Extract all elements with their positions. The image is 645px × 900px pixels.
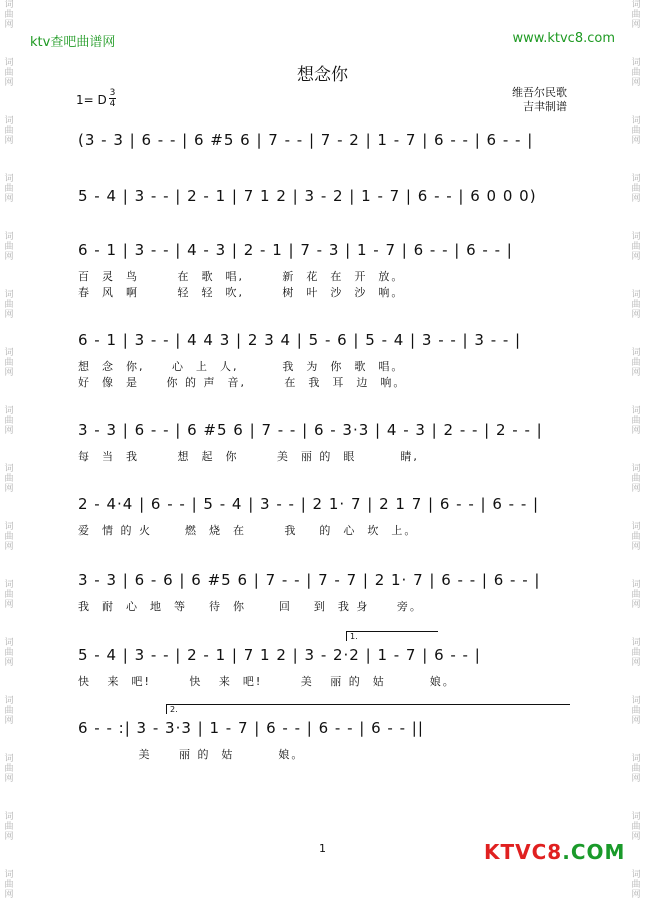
watermark-text: 词 曲 网 [631,464,641,494]
lyric-line: 快 来 吧! 快 来 吧! 美 丽 的 姑 娘。 [78,675,456,688]
score-arranger: 吉聿制谱 [523,100,567,113]
watermark-text: 词 曲 网 [4,348,14,378]
watermark-text: 词 曲 网 [631,580,641,610]
watermark-text: 词 曲 网 [4,0,14,30]
note-line: 2 - 4·4 | 6 - - | 5 - 4 | 3 - - | 2 1· 7 | 2 1 7 | 6 - - | 6 - - | [78,495,540,513]
ktvc8-logo[interactable] [484,840,625,864]
site-name-header[interactable]: ktv查吧曲谱网 [30,35,116,50]
meter-bottom: 4 [109,99,116,109]
watermark-text: 词 曲 网 [4,116,14,146]
lyric-line: 好 像 是 你 的 声 音, 在 我 耳 边 响。 [78,376,407,389]
note-line: 6 - - :| 3 - 3·3 | 1 - 7 | 6 - - | 6 - - | 6 - - || [78,719,424,737]
watermark-text: 词 曲 网 [4,406,14,436]
page-number: 1 [319,842,326,855]
volta-bracket: 2. [166,704,570,714]
watermark-text: 词 曲 网 [631,638,641,668]
watermark-text: 词 曲 网 [4,812,14,842]
score-line [78,570,572,613]
watermark-text: 词 曲 网 [631,0,641,30]
note-line: 6 - 1 | 3 - - | 4 - 3 | 2 - 1 | 7 - 3 | 1 - 7 | 6 - - | 6 - - | [78,241,513,259]
watermark-text: 词 曲 网 [4,870,14,900]
lyric-line: 春 风 啊 轻 轻 吹, 树 叶 沙 沙 响。 [78,286,405,299]
lyric-line: 美 丽 的 姑 娘。 [78,748,305,761]
lyric-line: 我 耐 心 地 等 待 你 回 到 我 身 旁。 [78,600,423,613]
watermark-text: 词 曲 网 [631,290,641,320]
score-line [78,705,572,761]
watermark-text: 词 曲 网 [631,232,641,262]
lyric-line: 百 灵 鸟 在 歌 唱, 新 花 在 开 放。 [78,270,405,283]
watermark-strip-left [2,0,16,900]
score-line [78,632,572,688]
song-title: 想念你 [297,65,348,85]
lyric-line: 想 念 你, 心 上 人, 我 为 你 歌 唱。 [78,360,405,373]
score-line [78,420,572,463]
score-line [78,130,572,168]
watermark-text: 词 曲 网 [4,290,14,320]
watermark-text: 词 曲 网 [4,232,14,262]
lyric-line: 爱 情 的 火 燃 烧 在 我 的 心 坎 上。 [78,524,418,537]
logo-part-1: KTVC8 [484,840,563,864]
meter-top: 3 [109,88,116,98]
lyric-line: 每 当 我 想 起 你 美 丽 的 眼 睛, [78,450,419,463]
note-line: 3 - 3 | 6 - 6 | 6 #5 6 | 7 - - | 7 - 7 | 2 1· 7 | 6 - - | 6 - - | [78,571,541,589]
note-line: 3 - 3 | 6 - - | 6 #5 6 | 7 - - | 6 - 3·3 | 4 - 3 | 2 - - | 2 - - | [78,421,543,439]
watermark-text: 词 曲 网 [631,522,641,552]
watermark-text: 词 曲 网 [631,870,641,900]
note-line: 5 - 4 | 3 - - | 2 - 1 | 7 1 2 | 3 - 2·2 | 1 - 7 | 6 - - | [78,646,481,664]
watermark-text: 词 曲 网 [4,638,14,668]
watermark-text: 词 曲 网 [4,522,14,552]
watermark-strip-right [629,0,643,900]
key-signature: 1= D [76,93,107,107]
watermark-text: 词 曲 网 [4,58,14,88]
watermark-text: 词 曲 网 [631,696,641,726]
watermark-text: 词 曲 网 [631,754,641,784]
time-signature [109,88,116,109]
watermark-text: 词 曲 网 [631,58,641,88]
watermark-text: 词 曲 网 [631,174,641,204]
score-line [78,494,572,537]
watermark-text: 词 曲 网 [4,754,14,784]
watermark-text: 词 曲 网 [4,696,14,726]
note-line: (3 - 3 | 6 - - | 6 #5 6 | 7 - - | 7 - 2 | 1 - 7 | 6 - - | 6 - - | [78,131,534,149]
score-line [78,240,572,299]
watermark-text: 词 曲 网 [4,580,14,610]
note-line: 5 - 4 | 3 - - | 2 - 1 | 7 1 2 | 3 - 2 | 1 - 7 | 6 - - | 6 0 0 0) [78,187,537,205]
site-url-header[interactable]: www.ktvc8.com [512,31,615,46]
score-line [78,330,572,389]
score-line [78,186,572,224]
watermark-text: 词 曲 网 [631,406,641,436]
volta-bracket: 1. [346,631,438,641]
watermark-text: 词 曲 网 [631,812,641,842]
song-origin: 维吾尔民歌 [512,86,567,99]
watermark-text: 词 曲 网 [4,464,14,494]
note-line: 6 - 1 | 3 - - | 4 4 3 | 2 3 4 | 5 - 6 | 5 - 4 | 3 - - | 3 - - | [78,331,522,349]
watermark-text: 词 曲 网 [631,116,641,146]
watermark-text: 词 曲 网 [4,174,14,204]
logo-part-2: .COM [562,840,626,864]
watermark-text: 词 曲 网 [631,348,641,378]
